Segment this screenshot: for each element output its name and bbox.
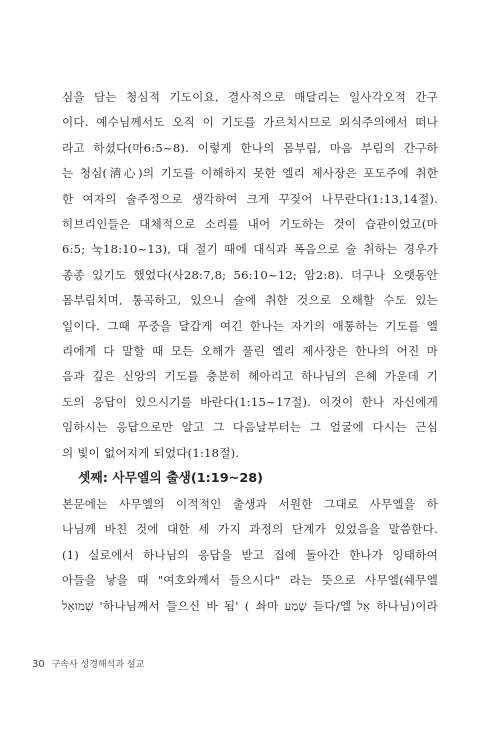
- text-line: 이다. 예수님께서도 오직 이 기도를 가르치시므로 외식주의에서 떠나: [62, 115, 438, 130]
- text-line: 종종 있기도 했었다(사28:7,8; 56:10~12; 암2:8). 더구나 오랫동안: [62, 267, 438, 282]
- text-line: (1) 실로에서 하나님의 응답을 받고 집에 돌아간 한나가 잉태하여: [62, 547, 438, 562]
- text-line: 도의 응답이 있으시기를 바란다(1:15~17절). 이것이 한나 자신에게: [62, 394, 438, 409]
- text-line: 음과 깊은 신앙의 기도를 충분히 헤아리고 하나님의 은혜 가운데 기: [62, 369, 438, 384]
- text-line: 심을 담는 청심적 기도이요, 결사적으로 매달리는 일사각오적 간구: [62, 90, 438, 104]
- text-line: 나님께 바친 것에 대한 세 가지 과정의 단계가 있었음을 말씀한다.: [62, 522, 438, 537]
- section-paragraph: [62, 492, 438, 619]
- text-line: 본문에는 사무엘의 이적적인 출생과 서원한 그대로 사무엘을 하: [62, 497, 438, 511]
- text-line: 의 빛이 없어지게 되었다(1:18절).: [62, 445, 240, 460]
- text-line: שְׁמוּאֵל '하나님께서 들으신 바 됨' ( 솨마 שָׁמַע 듣다/엘 אֵל 하나님)이라: [62, 598, 438, 613]
- body-paragraph: [62, 85, 438, 466]
- text-line: 아들을 낳을 때 "여호와께서 들으시다" 라는 뜻으로 사무엘(쉐무엘: [62, 573, 438, 588]
- text-line: 라고 하셨다(마6:5~8). 이렇게 한나의 몸부림, 마음 부림의 간구하: [62, 140, 438, 155]
- page-footer: [32, 657, 144, 670]
- text-line: 6:5; 눅18:10~13), 대 절기 때에 대식과 폭음으로 술 취하는 경우가: [62, 242, 438, 257]
- text-line: 한 여자의 술주정으로 생각하여 크게 꾸짖어 나무란다(1:13,14절).: [62, 191, 438, 206]
- page-number: 30: [32, 659, 45, 670]
- text-line: 몸부림치며, 통곡하고, 있으니 술에 취한 것으로 오해할 수도 있는: [62, 293, 438, 308]
- text-line: 리에게 다 말할 때 모든 오해가 풀린 엘리 제사장은 한나의 어진 마: [62, 344, 438, 359]
- text-line: 일이다. 그때 푸중을 달갑게 여긴 한나는 자기의 애통하는 기도를 엘: [62, 318, 438, 333]
- section-heading: 셋째: 사무엘의 출생(1:19~28): [78, 471, 263, 486]
- text-line: 임하시는 응답으로만 알고 그 다음날부터는 그 얼굴에 다시는 근심: [62, 420, 438, 435]
- running-title: 구속사 성경해석과 설교: [51, 660, 145, 670]
- text-line: 히브리인들은 대체적으로 소리를 내어 기도하는 것이 습관이었고(마: [62, 217, 438, 232]
- text-line: 는 청심(淸心)의 기도를 이해하지 못한 엘리 제사장은 포도주에 취한: [62, 166, 438, 181]
